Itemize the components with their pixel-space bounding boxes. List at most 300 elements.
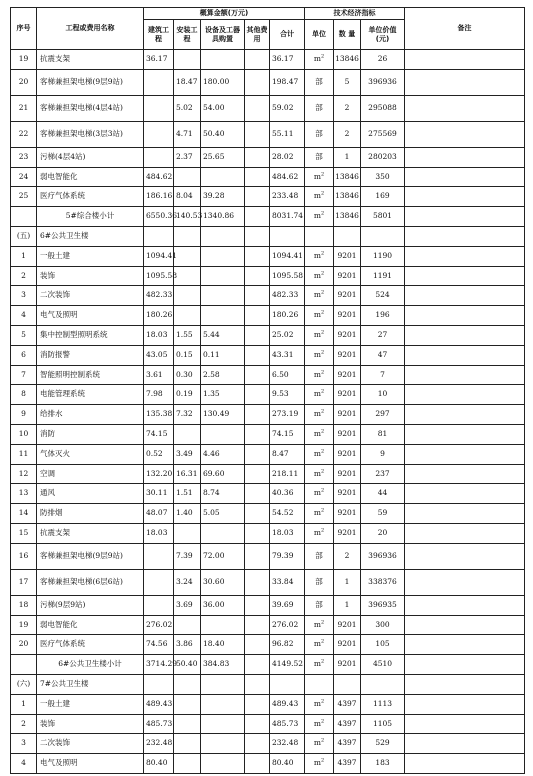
cell-install — [174, 754, 201, 774]
table-row — [11, 147, 525, 167]
cell-unit-price: 4510 — [361, 655, 405, 675]
cell-equip — [201, 246, 245, 266]
cell-name: 污梯(4层4站) — [37, 147, 144, 167]
cell-seq: 25 — [11, 187, 37, 207]
cell-qty: 9201 — [334, 405, 361, 425]
cell-install: 1.51 — [174, 484, 201, 504]
cell-civil: 48.07 — [144, 504, 174, 524]
cell-seq: 4 — [11, 306, 37, 326]
cell-unit-price: 47 — [361, 345, 405, 365]
cell-seq: 3 — [11, 734, 37, 754]
cell-seq: 24 — [11, 167, 37, 187]
cell-qty: 9201 — [334, 655, 361, 675]
cell-qty: 2 — [334, 121, 361, 147]
cell-civil: 0.52 — [144, 444, 174, 464]
cell-equip: 180.00 — [201, 69, 245, 95]
cell-total: 232.48 — [270, 734, 305, 754]
cell-unit: $m^2$ — [305, 424, 334, 444]
cell-seq: 22 — [11, 121, 37, 147]
cell-equip: 384.83 — [201, 655, 245, 675]
cell-civil: 484.62 — [144, 167, 174, 187]
cell-civil: 489.43 — [144, 694, 174, 714]
cell-civil — [144, 95, 174, 121]
cell-qty: 5 — [334, 69, 361, 95]
cell-civil: 135.38 — [144, 405, 174, 425]
cell-name: 消防 — [37, 424, 144, 444]
cell-unit: $m^2$ — [305, 444, 334, 464]
cell-seq: 23 — [11, 147, 37, 167]
cell-unit: $m^2$ — [305, 325, 334, 345]
cell-total: 233.48 — [270, 187, 305, 207]
cell-equip — [201, 226, 245, 246]
cell-seq — [11, 207, 37, 227]
cell-install — [174, 523, 201, 543]
cell-civil: 232.48 — [144, 734, 174, 754]
cell-total: 8.47 — [270, 444, 305, 464]
cell-name: 装饰 — [37, 266, 144, 286]
cell-remarks — [405, 286, 525, 306]
cell-install — [174, 246, 201, 266]
cell-other — [245, 484, 270, 504]
cell-seq: 11 — [11, 444, 37, 464]
cell-unit: $m^2$ — [305, 655, 334, 675]
cell-other — [245, 50, 270, 70]
cell-name: 客梯兼担架电梯(9层9站) — [37, 543, 144, 569]
cell-equip — [201, 306, 245, 326]
cell-name: 智能照明控制系统 — [37, 365, 144, 385]
cell-unit: 部 — [305, 121, 334, 147]
cell-equip: 4.46 — [201, 444, 245, 464]
cell-unit — [305, 226, 334, 246]
cell-install: 1.40 — [174, 504, 201, 524]
cell-total: 25.02 — [270, 325, 305, 345]
cell-unit: 部 — [305, 95, 334, 121]
cell-unit-price: 27 — [361, 325, 405, 345]
cell-unit-price: 1113 — [361, 694, 405, 714]
cell-install — [174, 714, 201, 734]
cell-qty: 9201 — [334, 286, 361, 306]
cell-equip — [201, 714, 245, 734]
cell-remarks — [405, 424, 525, 444]
cell-other — [245, 694, 270, 714]
cell-civil: 186.16 — [144, 187, 174, 207]
cell-name: 电气及照明 — [37, 306, 144, 326]
cell-unit: $m^2$ — [305, 365, 334, 385]
cell-qty: 9201 — [334, 635, 361, 655]
cell-civil: 30.11 — [144, 484, 174, 504]
cell-install: 7.32 — [174, 405, 201, 425]
cell-install — [174, 734, 201, 754]
cell-qty: 9201 — [334, 615, 361, 635]
cell-unit-price: 59 — [361, 504, 405, 524]
table-row — [11, 345, 525, 365]
cell-unit: $m^2$ — [305, 246, 334, 266]
cell-unit-price: 338376 — [361, 569, 405, 595]
cell-total: 218.11 — [270, 464, 305, 484]
table-row — [11, 95, 525, 121]
cell-name: 气体灭火 — [37, 444, 144, 464]
cell-seq: 2 — [11, 266, 37, 286]
cell-remarks — [405, 50, 525, 70]
header-seq: 序号 — [11, 8, 37, 50]
cell-civil: 80.40 — [144, 754, 174, 774]
cell-remarks — [405, 504, 525, 524]
header-install: 安装工程 — [174, 20, 201, 50]
table-row — [11, 444, 525, 464]
cell-name: 防排烟 — [37, 504, 144, 524]
cell-civil: 3714.29 — [144, 655, 174, 675]
cell-seq: 21 — [11, 95, 37, 121]
cell-qty: 9201 — [334, 424, 361, 444]
cell-unit-price: 183 — [361, 754, 405, 774]
cell-remarks — [405, 734, 525, 754]
cell-unit-price: 396936 — [361, 543, 405, 569]
cell-name: 空调 — [37, 464, 144, 484]
cell-install: 2.37 — [174, 147, 201, 167]
cell-seq: 14 — [11, 504, 37, 524]
cell-total: 39.69 — [270, 595, 305, 615]
cell-other — [245, 266, 270, 286]
cell-unit-price: 9 — [361, 444, 405, 464]
table-row — [11, 325, 525, 345]
cell-unit: $m^2$ — [305, 405, 334, 425]
cell-unit-price: 396936 — [361, 69, 405, 95]
cell-unit: $m^2$ — [305, 694, 334, 714]
header-unit-price: 单位价值(元) — [361, 20, 405, 50]
table-row — [11, 714, 525, 734]
cell-qty: 1 — [334, 147, 361, 167]
cell-civil: 74.15 — [144, 424, 174, 444]
cell-equip: 72.00 — [201, 543, 245, 569]
cell-seq: 17 — [11, 569, 37, 595]
cell-total — [270, 226, 305, 246]
cell-other — [245, 147, 270, 167]
cell-qty: 4397 — [334, 694, 361, 714]
cell-unit-price: 81 — [361, 424, 405, 444]
cell-name: 二次装饰 — [37, 734, 144, 754]
cell-unit-price: 297 — [361, 405, 405, 425]
cell-unit: $m^2$ — [305, 615, 334, 635]
cell-equip — [201, 523, 245, 543]
cell-equip: 8.74 — [201, 484, 245, 504]
cell-total: 79.39 — [270, 543, 305, 569]
cell-total: 484.62 — [270, 167, 305, 187]
table-row — [11, 504, 525, 524]
cell-name: 医疗气体系统 — [37, 635, 144, 655]
cell-name: 客梯兼担架电梯(3层3站) — [37, 121, 144, 147]
cell-unit: 部 — [305, 543, 334, 569]
cell-civil — [144, 543, 174, 569]
cell-other — [245, 121, 270, 147]
cell-remarks — [405, 595, 525, 615]
cell-install — [174, 266, 201, 286]
cell-equip: 25.65 — [201, 147, 245, 167]
cell-install: 3.49 — [174, 444, 201, 464]
cell-remarks — [405, 569, 525, 595]
cell-unit-price: 5801 — [361, 207, 405, 227]
cell-seq: 6 — [11, 345, 37, 365]
cost-estimate-table — [10, 7, 525, 774]
cell-remarks — [405, 325, 525, 345]
cell-civil — [144, 147, 174, 167]
table-row — [11, 464, 525, 484]
cell-total: 273.19 — [270, 405, 305, 425]
table-row — [11, 484, 525, 504]
cell-unit-price: 10 — [361, 385, 405, 405]
cell-equip — [201, 674, 245, 694]
cell-total: 55.11 — [270, 121, 305, 147]
cell-equip — [201, 50, 245, 70]
cell-total — [270, 674, 305, 694]
cell-remarks — [405, 226, 525, 246]
cell-unit: 部 — [305, 569, 334, 595]
cell-qty: 13846 — [334, 187, 361, 207]
cell-total: 28.02 — [270, 147, 305, 167]
cell-unit: $m^2$ — [305, 464, 334, 484]
cell-seq: 4 — [11, 754, 37, 774]
table-row — [11, 635, 525, 655]
cell-equip — [201, 694, 245, 714]
cell-other — [245, 754, 270, 774]
cell-name: 通风 — [37, 484, 144, 504]
cell-qty: 9201 — [334, 504, 361, 524]
cell-remarks — [405, 635, 525, 655]
cell-total: 4149.52 — [270, 655, 305, 675]
cell-unit: $m^2$ — [305, 734, 334, 754]
cell-remarks — [405, 444, 525, 464]
cell-seq: 1 — [11, 694, 37, 714]
header-name: 工程或费用名称 — [37, 8, 144, 50]
cell-unit: $m^2$ — [305, 523, 334, 543]
cell-unit-price — [361, 674, 405, 694]
cell-qty: 9201 — [334, 385, 361, 405]
cell-other — [245, 385, 270, 405]
header-unit: 单位 — [305, 20, 334, 50]
cell-qty: 4397 — [334, 754, 361, 774]
cell-install: 18.47 — [174, 69, 201, 95]
cell-qty: 13846 — [334, 207, 361, 227]
cell-qty: 13846 — [334, 50, 361, 70]
table-row — [11, 734, 525, 754]
cell-install — [174, 50, 201, 70]
table-row — [11, 69, 525, 95]
cell-unit-price: 196 — [361, 306, 405, 326]
cell-total: 40.36 — [270, 484, 305, 504]
cell-remarks — [405, 365, 525, 385]
cell-civil: 132.20 — [144, 464, 174, 484]
cell-equip: 5.05 — [201, 504, 245, 524]
table-row — [11, 266, 525, 286]
cell-seq: 10 — [11, 424, 37, 444]
cell-remarks — [405, 754, 525, 774]
table-row — [11, 385, 525, 405]
cell-total: 43.31 — [270, 345, 305, 365]
cell-remarks — [405, 266, 525, 286]
cell-civil: 18.03 — [144, 523, 174, 543]
cell-remarks — [405, 69, 525, 95]
cell-civil — [144, 595, 174, 615]
cell-civil: 36.17 — [144, 50, 174, 70]
cell-other — [245, 523, 270, 543]
cell-remarks — [405, 714, 525, 734]
cell-qty: 9201 — [334, 523, 361, 543]
cell-name: 医疗气体系统 — [37, 187, 144, 207]
cell-civil: 1095.58 — [144, 266, 174, 286]
cost-estimate-sheet — [10, 7, 525, 774]
cell-install: 50.40 — [174, 655, 201, 675]
cell-unit: $m^2$ — [305, 167, 334, 187]
table-row — [11, 543, 525, 569]
cell-total: 59.02 — [270, 95, 305, 121]
cell-civil: 74.56 — [144, 635, 174, 655]
cell-name: 7#公共卫生楼 — [37, 674, 144, 694]
cell-remarks — [405, 187, 525, 207]
cell-remarks — [405, 543, 525, 569]
cell-other — [245, 69, 270, 95]
cell-other — [245, 306, 270, 326]
cell-equip: 69.60 — [201, 464, 245, 484]
cell-other — [245, 187, 270, 207]
table-row — [11, 246, 525, 266]
cell-unit-price: 350 — [361, 167, 405, 187]
cell-remarks — [405, 147, 525, 167]
cell-install — [174, 424, 201, 444]
cell-civil: 485.73 — [144, 714, 174, 734]
cell-civil: 276.02 — [144, 615, 174, 635]
table-row — [11, 694, 525, 714]
cell-total: 180.26 — [270, 306, 305, 326]
cell-qty: 2 — [334, 543, 361, 569]
cell-equip — [201, 167, 245, 187]
cell-install: 0.15 — [174, 345, 201, 365]
cell-remarks — [405, 306, 525, 326]
cell-total: 9.53 — [270, 385, 305, 405]
table-row — [11, 365, 525, 385]
header-qty: 数 量 — [334, 20, 361, 50]
cell-install — [174, 615, 201, 635]
cell-install: 4.71 — [174, 121, 201, 147]
cell-seq: 12 — [11, 464, 37, 484]
cell-seq: 9 — [11, 405, 37, 425]
cell-name: 弱电智能化 — [37, 167, 144, 187]
cell-civil — [144, 226, 174, 246]
cell-equip: 39.28 — [201, 187, 245, 207]
cell-qty: 9201 — [334, 444, 361, 464]
cell-remarks — [405, 655, 525, 675]
cell-install: 3.86 — [174, 635, 201, 655]
subtotal-row — [11, 655, 525, 675]
cell-qty: 9201 — [334, 266, 361, 286]
cell-unit: $m^2$ — [305, 50, 334, 70]
cell-remarks — [405, 121, 525, 147]
cell-seq: 16 — [11, 543, 37, 569]
table-body — [11, 50, 525, 774]
cell-total: 198.47 — [270, 69, 305, 95]
cell-seq: 18 — [11, 595, 37, 615]
cell-other — [245, 365, 270, 385]
cell-unit-price: 295088 — [361, 95, 405, 121]
cell-other — [245, 595, 270, 615]
cell-install — [174, 226, 201, 246]
cell-remarks — [405, 694, 525, 714]
cell-civil — [144, 674, 174, 694]
cell-unit: $m^2$ — [305, 385, 334, 405]
cell-other — [245, 246, 270, 266]
cell-install: 3.69 — [174, 595, 201, 615]
cell-seq — [11, 655, 37, 675]
table-row — [11, 424, 525, 444]
cell-other — [245, 95, 270, 121]
cell-remarks — [405, 167, 525, 187]
cell-qty: 1 — [334, 569, 361, 595]
cell-other — [245, 543, 270, 569]
cell-install: 140.53 — [174, 207, 201, 227]
cell-name: 集中控制型照明系统 — [37, 325, 144, 345]
table-row — [11, 286, 525, 306]
cell-civil — [144, 121, 174, 147]
table-row — [11, 615, 525, 635]
table-row — [11, 187, 525, 207]
cell-name: 二次装饰 — [37, 286, 144, 306]
cell-unit-price: 169 — [361, 187, 405, 207]
cell-total: 36.17 — [270, 50, 305, 70]
cell-other — [245, 226, 270, 246]
cell-unit: $m^2$ — [305, 207, 334, 227]
cell-install: 8.04 — [174, 187, 201, 207]
cell-other — [245, 325, 270, 345]
table-row — [11, 569, 525, 595]
cell-qty: 9201 — [334, 464, 361, 484]
cell-total: 276.02 — [270, 615, 305, 635]
cell-seq: 2 — [11, 714, 37, 734]
cell-name: 一般土建 — [37, 694, 144, 714]
cell-equip: 50.40 — [201, 121, 245, 147]
cell-other — [245, 655, 270, 675]
cell-install: 7.39 — [174, 543, 201, 569]
cell-civil: 3.61 — [144, 365, 174, 385]
cell-name: 客梯兼担架电梯(9层9站) — [37, 69, 144, 95]
cell-equip — [201, 615, 245, 635]
cell-seq: (五) — [11, 226, 37, 246]
table-row — [11, 674, 525, 694]
cell-unit: 部 — [305, 595, 334, 615]
cell-unit — [305, 674, 334, 694]
cell-seq: (六) — [11, 674, 37, 694]
cell-other — [245, 635, 270, 655]
cell-seq: 20 — [11, 69, 37, 95]
cell-other — [245, 464, 270, 484]
cell-seq: 5 — [11, 325, 37, 345]
cell-unit: $m^2$ — [305, 484, 334, 504]
cell-qty: 4397 — [334, 734, 361, 754]
cell-unit-price: 275569 — [361, 121, 405, 147]
cell-other — [245, 167, 270, 187]
cell-other — [245, 444, 270, 464]
cell-other — [245, 405, 270, 425]
cell-qty: 13846 — [334, 167, 361, 187]
cell-unit: $m^2$ — [305, 754, 334, 774]
table-row — [11, 167, 525, 187]
cell-name: 消防报警 — [37, 345, 144, 365]
table-header — [11, 8, 525, 50]
cell-install — [174, 306, 201, 326]
cell-install: 16.31 — [174, 464, 201, 484]
cell-equip: 54.00 — [201, 95, 245, 121]
cell-unit: $m^2$ — [305, 635, 334, 655]
cell-total: 482.33 — [270, 286, 305, 306]
cell-seq: 7 — [11, 365, 37, 385]
cell-total: 6.50 — [270, 365, 305, 385]
